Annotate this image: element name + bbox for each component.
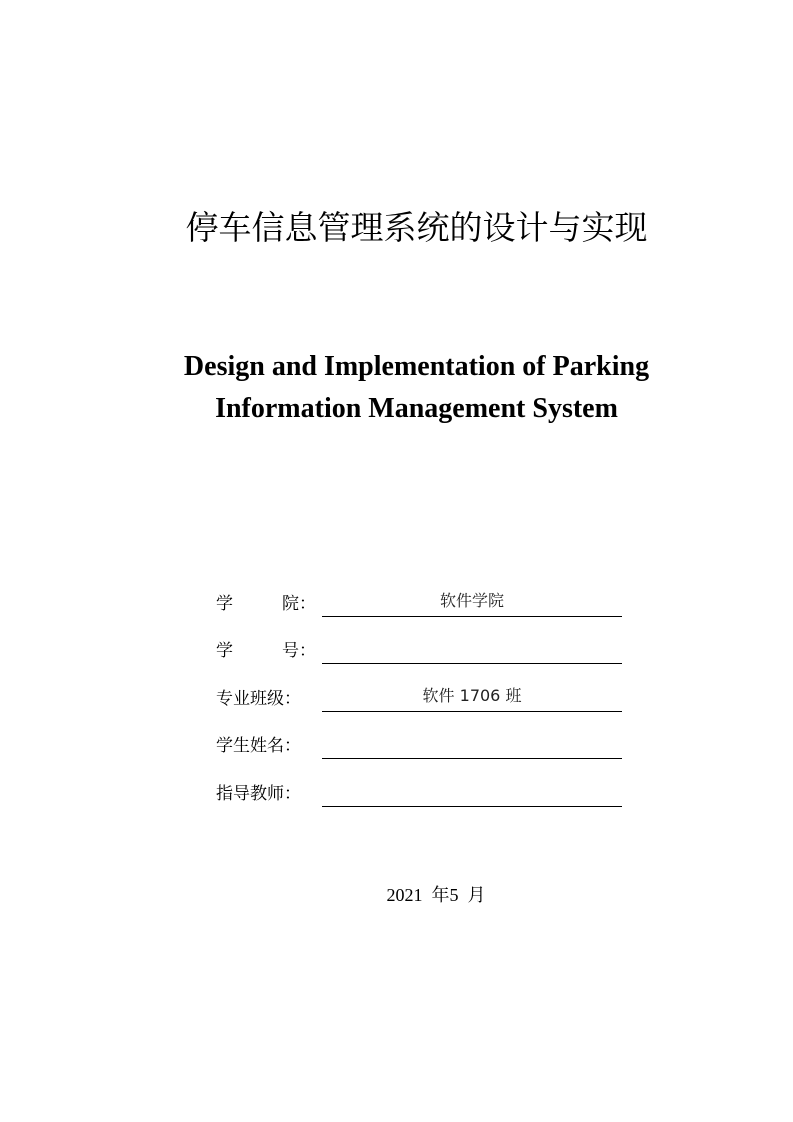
english-title-line-1: Design and Implementation of Parking [183, 351, 650, 382]
college-value: 软件学院 [439, 591, 504, 610]
student-id-label: 学 号： [216, 641, 316, 661]
college-label: 学 院： [216, 594, 316, 614]
english-title-line-2: Information Management System [215, 393, 618, 424]
student-name-row [216, 732, 626, 760]
student-name-field [322, 732, 622, 759]
submission-date: 2021 年5 月 [386, 885, 486, 905]
major-class-value: 软件 1706 班 [422, 686, 522, 705]
college-field [322, 590, 622, 617]
college-row [216, 590, 626, 618]
student-id-field [322, 637, 622, 664]
chinese-title: 停车信息管理系统的设计与实现 [185, 208, 648, 247]
english-title [0, 346, 793, 430]
major-class-row [216, 685, 626, 713]
major-class-label: 专业班级： [216, 689, 301, 709]
student-id-row [216, 637, 626, 665]
advisor-label: 指导教师： [216, 784, 301, 804]
advisor-row [216, 780, 626, 808]
advisor-field [322, 780, 622, 807]
major-class-field [322, 685, 622, 712]
student-name-label: 学生姓名： [216, 736, 301, 756]
